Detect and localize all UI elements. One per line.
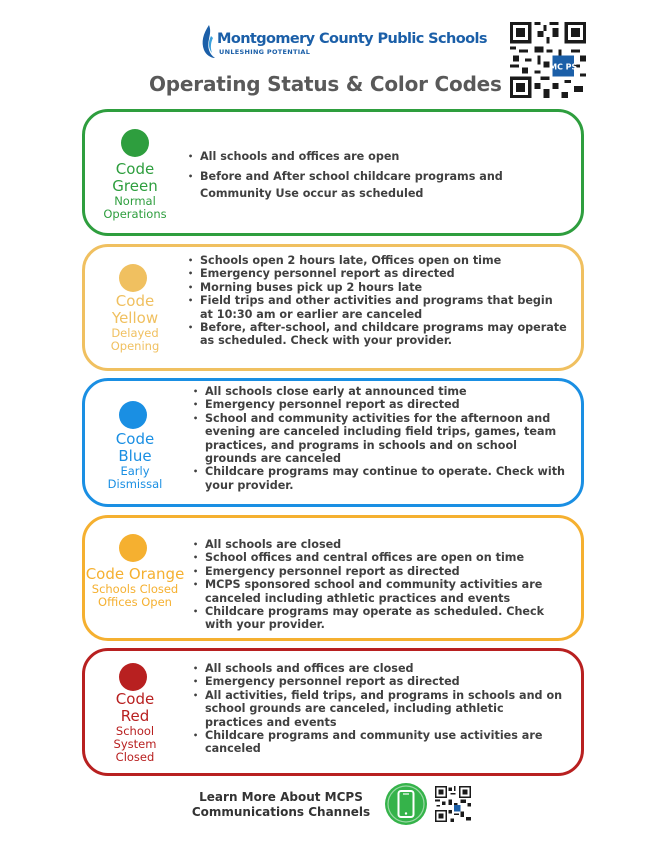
status-list xyxy=(193,662,563,756)
qr-code-icon xyxy=(510,22,586,98)
list-item: • Morning buses pick up 2 hours late xyxy=(188,281,573,294)
logo-tagline: UNLESHING POTENTIAL xyxy=(219,48,311,56)
code-orange-card xyxy=(82,515,584,641)
list-item: • School offices and central offices are open on time xyxy=(193,551,573,564)
list-item: • Before, after-school, and childcare programs may operate as scheduled. Check with your provider. xyxy=(188,321,573,348)
status-dot-green xyxy=(121,129,149,157)
status-dot-red xyxy=(119,663,147,691)
list-item: • Emergency personnel report as directed xyxy=(193,565,573,578)
list-item: • Childcare programs may operate as scheduled. Check with your provider. xyxy=(193,605,573,632)
list-item: • Emergency personnel report as directed xyxy=(193,675,563,688)
status-dot-orange xyxy=(119,534,147,562)
list-item: • Childcare programs and community use activities are canceled xyxy=(193,729,563,756)
list-item: • Schools open 2 hours late, Offices open on time xyxy=(188,254,573,267)
footer-line-1: Learn More About MCPS xyxy=(199,790,363,804)
qr-badge: MC PS xyxy=(549,62,578,72)
list-item: • Emergency personnel report as directed xyxy=(188,267,573,280)
status-dot-yellow xyxy=(119,264,147,292)
code-label: Code Blue Early Dismissal xyxy=(107,430,163,491)
status-dot-blue xyxy=(119,401,147,429)
list-item: • Childcare programs may continue to operate. Check with your provider. xyxy=(193,465,571,492)
list-item: • MCPS sponsored school and community activities are canceled including athletic practices and events xyxy=(193,578,573,605)
flame-icon xyxy=(200,24,218,60)
status-list xyxy=(188,150,506,202)
qr-code-icon xyxy=(435,786,471,822)
list-item: • School and community activities for the afternoon and evening are canceled including field trips, games, team practices, and programs in schools and on school grounds are canceled xyxy=(193,412,571,466)
status-list xyxy=(188,254,573,348)
code-label: Code Green Normal Operations xyxy=(103,160,167,221)
footer-text[interactable] xyxy=(176,790,386,820)
status-list xyxy=(193,538,573,632)
footer-line-2: Communications Channels xyxy=(191,805,371,819)
code-green-card xyxy=(82,109,584,236)
list-item: • All schools are closed xyxy=(193,538,573,551)
code-label: Code Red School System Closed xyxy=(113,690,157,764)
code-blue-card xyxy=(82,378,584,507)
code-yellow-card xyxy=(82,244,584,371)
page-title: Operating Status & Color Codes xyxy=(149,72,502,96)
list-item: • Field trips and other activities and programs that begin at 10:30 am or earlier are canceled xyxy=(188,294,573,321)
list-item: • Before and After school childcare programs and Community Use occur as scheduled xyxy=(188,168,506,202)
list-item: • All schools close early at announced time xyxy=(193,385,571,398)
list-item: • All schools and offices are open xyxy=(188,150,506,163)
code-label: Code Yellow Delayed Opening xyxy=(110,292,160,353)
status-list xyxy=(193,385,571,492)
list-item: • All activities, field trips, and programs in schools and on school grounds are canceled, including athletic practices and events xyxy=(193,689,563,729)
list-item: • All schools and offices are closed xyxy=(193,662,563,675)
list-item: • Emergency personnel report as directed xyxy=(193,398,571,411)
logo-title: Montgomery County Public Schools xyxy=(217,31,487,47)
mcps-logo xyxy=(200,24,487,60)
code-red-card xyxy=(82,648,584,776)
code-label: Code Orange Schools Closed Offices Open xyxy=(85,565,185,609)
phone-icon[interactable] xyxy=(384,782,428,826)
